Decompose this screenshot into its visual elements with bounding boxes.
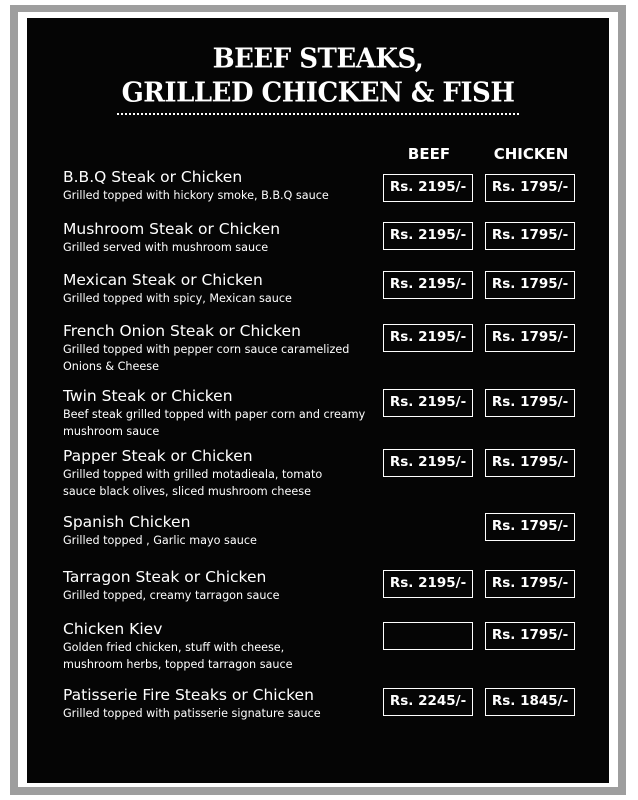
price-chicken: Rs. 1795/- xyxy=(485,222,575,250)
item-description: Grilled topped with hickory smoke, B.B.Q sauce xyxy=(63,189,329,202)
price-chicken: Rs. 1795/- xyxy=(485,271,575,299)
item-description-cont: sauce black olives, sliced mushroom cheese xyxy=(63,485,311,498)
item-name: Patisserie Fire Steaks or Chicken xyxy=(63,686,314,704)
item-description-cont: mushroom herbs, topped tarragon sauce xyxy=(63,658,293,671)
price-beef: Rs. 2245/- xyxy=(383,688,473,716)
price-beef: Rs. 2195/- xyxy=(383,174,473,202)
price-chicken: Rs. 1795/- xyxy=(485,570,575,598)
price-beef: Rs. 2195/- xyxy=(383,389,473,417)
item-description: Beef steak grilled topped with paper corn and creamy xyxy=(63,408,366,421)
title-dotted-divider xyxy=(117,113,519,115)
column-header-beef: BEEF xyxy=(407,145,451,163)
menu-item-papper xyxy=(63,447,373,500)
item-description: Golden fried chicken, stuff with cheese, xyxy=(63,641,285,654)
menu-item-mushroom xyxy=(63,220,373,256)
item-name: Papper Steak or Chicken xyxy=(63,447,253,465)
menu-item-tarragon xyxy=(63,568,373,604)
price-chicken: Rs. 1795/- xyxy=(485,174,575,202)
price-chicken: Rs. 1795/- xyxy=(485,324,575,352)
menu-item-chicken-kiev xyxy=(63,620,373,673)
price-chicken: Rs. 1795/- xyxy=(485,622,575,650)
price-beef-empty xyxy=(383,622,473,650)
item-description-cont: mushroom sauce xyxy=(63,425,160,438)
price-chicken: Rs. 1845/- xyxy=(485,688,575,716)
menu-item-mexican xyxy=(63,271,373,307)
price-chicken: Rs. 1795/- xyxy=(485,449,575,477)
item-description: Grilled topped with pepper corn sauce caramelized xyxy=(63,343,350,356)
item-description: Grilled topped with patisserie signature sauce xyxy=(63,707,321,720)
menu-title-line-2: GRILLED CHICKEN & FISH xyxy=(121,77,515,109)
item-name: Chicken Kiev xyxy=(63,620,163,638)
menu-item-french-onion xyxy=(63,322,373,375)
item-name: B.B.Q Steak or Chicken xyxy=(63,168,243,186)
menu-item-spanish-chicken xyxy=(63,513,373,549)
item-name: Tarragon Steak or Chicken xyxy=(63,568,267,586)
item-description: Grilled topped with grilled motadieala, tomato xyxy=(63,468,323,481)
price-beef: Rs. 2195/- xyxy=(383,449,473,477)
item-name: Mexican Steak or Chicken xyxy=(63,271,263,289)
menu-item-bbq xyxy=(63,168,373,204)
item-name: Spanish Chicken xyxy=(63,513,191,531)
item-name: French Onion Steak or Chicken xyxy=(63,322,301,340)
menu-title-line-1: BEEF STEAKS, xyxy=(212,43,424,75)
price-beef: Rs. 2195/- xyxy=(383,222,473,250)
price-beef: Rs. 2195/- xyxy=(383,271,473,299)
item-description: Grilled served with mushroom sauce xyxy=(63,241,269,254)
item-name: Twin Steak or Chicken xyxy=(63,387,233,405)
item-description: Grilled topped , Garlic mayo sauce xyxy=(63,534,257,547)
price-chicken: Rs. 1795/- xyxy=(485,513,575,541)
price-beef: Rs. 2195/- xyxy=(383,570,473,598)
menu-board xyxy=(27,18,609,783)
item-description: Grilled topped, creamy tarragon sauce xyxy=(63,589,280,602)
price-chicken: Rs. 1795/- xyxy=(485,389,575,417)
item-description: Grilled topped with spicy, Mexican sauce xyxy=(63,292,292,305)
column-header-chicken: CHICKEN xyxy=(493,145,569,163)
item-description-cont: Onions & Cheese xyxy=(63,360,159,373)
menu-item-twin xyxy=(63,387,373,440)
price-beef: Rs. 2195/- xyxy=(383,324,473,352)
item-name: Mushroom Steak or Chicken xyxy=(63,220,281,238)
menu-item-patisserie-fire xyxy=(63,686,373,722)
